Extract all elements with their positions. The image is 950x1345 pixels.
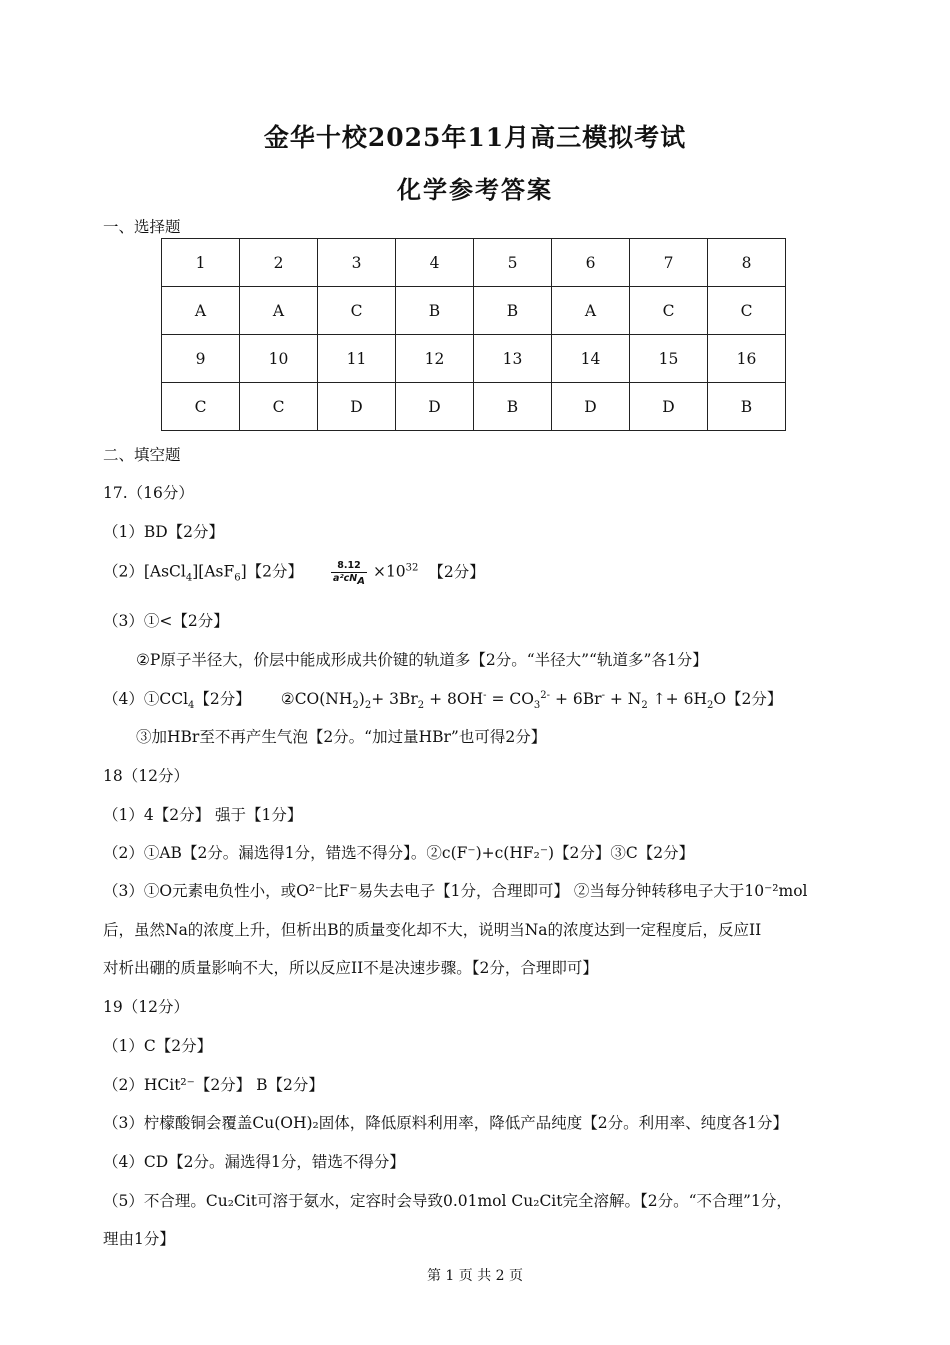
text-segment: a²cN — [333, 573, 358, 584]
table-row — [162, 383, 786, 431]
table-cell: 9 — [162, 335, 240, 383]
q19-part2: （2）HCit²⁻【2分】 B【2分】 — [103, 1076, 324, 1094]
table-cell: 7 — [630, 239, 708, 287]
table-row — [162, 239, 786, 287]
text-segment: ]【2分】 — [240, 562, 304, 581]
text-segment: （2）[AsCl — [103, 562, 186, 581]
q18-part1: （1）4【2分】 强于【1分】 — [103, 806, 303, 824]
table-cell: 6 — [552, 239, 630, 287]
table-row — [162, 335, 786, 383]
table-cell: 2 — [240, 239, 318, 287]
q17-part3-2: ②P原子半径大，价层中能成形成共价键的轨道多【2分。“半径大”“轨道多”各1分】 — [136, 651, 708, 669]
text-segment: （4）①CCl — [103, 690, 189, 708]
q17-part1: （1）BD【2分】 — [103, 523, 225, 541]
table-row — [162, 287, 786, 335]
table-cell: 8 — [708, 239, 786, 287]
table-cell: A — [162, 287, 240, 335]
q18-heading: 18（12分） — [103, 767, 189, 785]
text-segment: 【2分】 — [194, 690, 251, 708]
table-cell: D — [318, 383, 396, 431]
table-cell: 14 — [552, 335, 630, 383]
text-segment: ②CO(NH — [280, 690, 353, 708]
text-segment: ][AsF — [192, 562, 235, 581]
table-cell: C — [708, 287, 786, 335]
page-subtitle: 化学参考答案 — [397, 175, 553, 204]
text-segment: ↑+ 6H — [652, 690, 707, 708]
table-cell: D — [396, 383, 474, 431]
text-segment: = CO — [491, 690, 534, 708]
table-cell: B — [474, 287, 552, 335]
text-segment: ) — [358, 690, 365, 708]
text-segment: + N — [609, 690, 642, 708]
table-cell: C — [630, 287, 708, 335]
q19-heading: 19（12分） — [103, 998, 189, 1016]
table-cell: 3 — [318, 239, 396, 287]
table-cell: D — [552, 383, 630, 431]
fraction-numerator: 8.12 — [331, 560, 367, 573]
q17-part2: （2）[AsCl$_4$][AsF$_6$]【2分】 $\frac{8.12}{a^2cN_A}$ $\times 10^{32}$ 【2分】 — [103, 560, 485, 587]
table-cell: 4 — [396, 239, 474, 287]
table-cell: B — [396, 287, 474, 335]
table-cell: B — [708, 383, 786, 431]
text-segment: + 3Br — [371, 690, 418, 708]
table-cell: 1 — [162, 239, 240, 287]
table-cell: 16 — [708, 335, 786, 383]
table-cell: 15 — [630, 335, 708, 383]
table-cell: 12 — [396, 335, 474, 383]
q17-part3-1: （3）①<【2分】 — [103, 612, 229, 630]
q18-part3-line3: 对析出硼的质量影响不大，所以反应II不是决速步骤。【2分，合理即可】 — [103, 959, 598, 977]
table-cell: 10 — [240, 335, 318, 383]
text-segment: + 8OH — [429, 690, 484, 708]
section-fill-heading: 二、填空题 — [103, 446, 181, 464]
table-cell: 11 — [318, 335, 396, 383]
text-segment: ×10 — [372, 562, 406, 581]
table-cell: A — [240, 287, 318, 335]
fraction-denominator — [331, 573, 367, 585]
q17-part4-1: （4）①CCl$_4$【2分】 $②CO(NH_2)_2+ 3Br_2 + 8OH^- = CO_3^{2-} + 6Br^- + N_2$ ↑+ $6H_2O$【2分】 — [103, 689, 783, 712]
text-segment: + 6Br — [554, 690, 602, 708]
table-cell: 13 — [474, 335, 552, 383]
text-segment: 32 — [405, 562, 419, 574]
q17-heading: 17.（16分） — [103, 484, 194, 502]
table-cell: C — [162, 383, 240, 431]
q17-part4-3: ③加HBr至不再产生气泡【2分。“加过量HBr”也可得2分】 — [136, 728, 547, 746]
density-fraction — [331, 560, 367, 585]
answer-table — [161, 238, 786, 431]
table-cell: A — [552, 287, 630, 335]
q19-part1: （1）C【2分】 — [103, 1037, 213, 1055]
section-choice-heading: 一、选择题 — [103, 218, 181, 236]
q19-part3: （3）柠檬酸铜会覆盖Cu(OH)₂固体，降低原料利用率，降低产品纯度【2分。利用率、纯度各1分】 — [103, 1114, 788, 1132]
q18-part3-line1: （3）①O元素电负性小，或O²⁻比F⁻易失去电子【1分，合理即可】 ②当每分钟转移电子大于10⁻²mol — [103, 882, 808, 900]
text-segment: A — [357, 575, 365, 587]
q19-part5-line1: （5）不合理。Cu₂Cit可溶于氨水，定容时会导致0.01mol Cu₂Cit完全溶解。【2分。“不合理”1分， — [103, 1192, 792, 1210]
table-cell: B — [474, 383, 552, 431]
table-cell: C — [318, 287, 396, 335]
page-title: 金华十校2025年11月高三模拟考试 — [263, 123, 687, 152]
text-segment: 【2分】 — [428, 562, 485, 581]
page-footer: 第 1 页 共 2 页 — [426, 1268, 524, 1284]
q19-part4: （4）CD【2分。漏选得1分，错选不得分】 — [103, 1153, 405, 1171]
text-segment: O【2分】 — [713, 690, 783, 708]
table-cell: D — [630, 383, 708, 431]
q18-part2: （2）①AB【2分。漏选得1分，错选不得分】。②c(F⁻)+c(HF₂⁻)【2分】③C【2分】 — [103, 844, 695, 862]
q18-part3-line2: 后，虽然Na的浓度上升，但析出B的质量变化却不大，说明当Na的浓度达到一定程度后，反应II — [103, 921, 762, 939]
table-cell: 5 — [474, 239, 552, 287]
q19-part5-line2: 理由1分】 — [103, 1230, 175, 1248]
table-cell: C — [240, 383, 318, 431]
